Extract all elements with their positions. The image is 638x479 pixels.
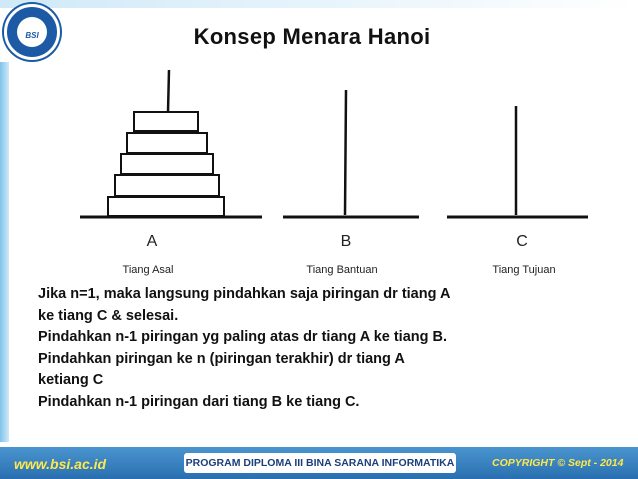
peg-a-letter: A	[146, 233, 158, 250]
disk-5	[108, 197, 224, 216]
disk-3	[121, 154, 213, 174]
explanation-line: Jika n=1, maka langsung pindahkan saja piringan dr tiang A	[38, 286, 451, 302]
explanation-line: ketiang C	[38, 372, 104, 389]
peg-b-label: Tiang Bantuan	[306, 264, 378, 276]
disk-1	[134, 112, 198, 131]
explanation-line: Pindahkan n-1 piringan dari tiang B ke tiang C.	[38, 393, 360, 410]
disk-4	[115, 175, 219, 196]
disk-2	[127, 133, 207, 153]
footer-program-text: PROGRAM DIPLOMA III BINA SARANA INFORMATIKA	[185, 457, 455, 469]
footer-program-banner	[184, 453, 456, 473]
footer-url: www.bsi.ac.id	[14, 456, 107, 472]
footer-bar	[0, 447, 638, 479]
peg-c-label: Tiang Tujuan	[492, 264, 556, 276]
slide-title-text: Konsep Menara Hanoi	[193, 24, 431, 49]
peg-c-letter: C	[516, 233, 528, 250]
explanation-line: Pindahkan piringan ke n (piringan terakhir) dr tiang A	[38, 350, 405, 367]
explanation-line: Pindahkan n-1 piringan yg paling atas dr tiang A ke tiang B.	[38, 329, 448, 346]
footer-copyright: COPYRIGHT © Sept - 2014	[492, 457, 624, 469]
peg-a-post	[168, 70, 169, 112]
explanation-line: ke tiang C & selesai.	[38, 307, 179, 324]
logo-text: BSI	[25, 31, 39, 40]
peg-a-label: Tiang Asal	[122, 264, 174, 276]
peg-b-letter: B	[340, 233, 352, 250]
explanation-text	[38, 284, 598, 414]
peg-b-post	[345, 90, 346, 215]
